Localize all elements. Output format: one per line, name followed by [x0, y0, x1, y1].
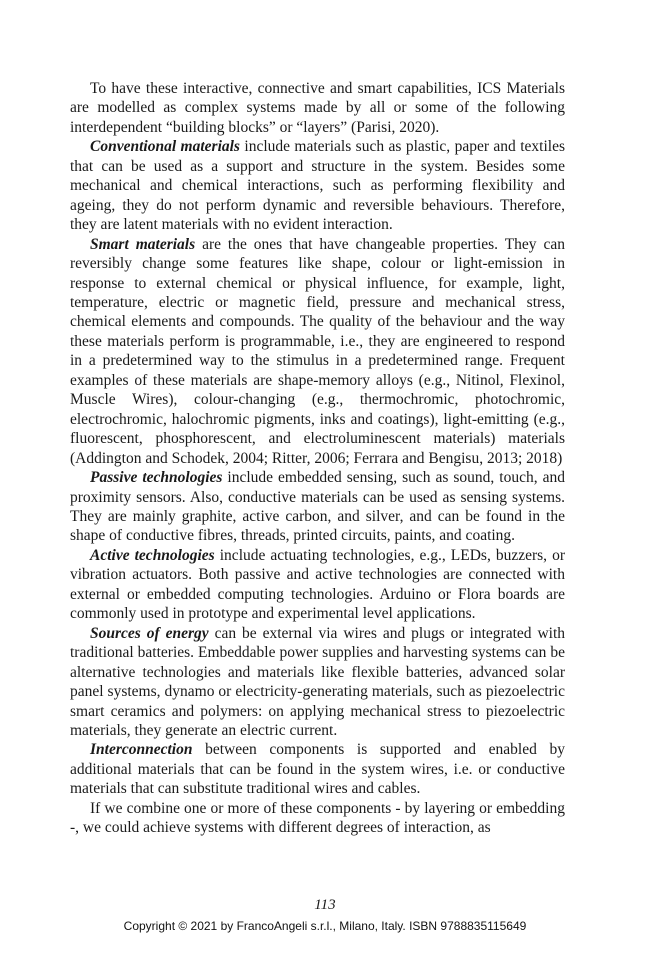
paragraph-text: include embedded sensing, such as sound, touch, and proximity sensors. Also, conductive materials can be used as sensing systems. They are mainly graphite, active carbon, and silver, and can be found in the shape of conductive fibres, threads, printed circuits, paints, and coating. — [70, 469, 565, 545]
paragraph-text: If we combine one or more of these components - by layering or embedding -, we could achieve systems with different degrees of interaction, as — [70, 799, 565, 837]
paragraph-term: Smart materials — [90, 235, 196, 253]
paragraph-text: To have these interactive, connective and smart capabilities, ICS Materials are modelled as complex systems made by all or some of the following interdependent “building blocks” or “layers” (Parisi, 2020). — [70, 80, 565, 136]
page-number: 113 — [314, 897, 336, 913]
sources-of-energy-paragraph — [70, 624, 565, 741]
intro-paragraph — [70, 79, 565, 137]
conventional-materials-paragraph — [70, 137, 565, 234]
paragraph-term: Active technologies — [90, 546, 215, 564]
copyright-notice: Copyright © 2021 by FrancoAngeli s.r.l., Milano, Italy. ISBN 9788835115649 — [123, 919, 527, 933]
paragraph-term: Passive technologies — [90, 469, 223, 487]
paragraph-text: between components is supported and enabled by additional materials that can be found in the system wires, i.e. or conductive materials that can substitute traditional wires and cables. — [70, 741, 565, 798]
interconnection-paragraph — [70, 740, 565, 798]
smart-materials-paragraph — [70, 235, 565, 468]
paragraph-text: include materials such as plastic, paper and textiles that can be used as a support and structure in the system. Besides some mechanical and chemical interactions, such as performing flexibility and ageing, they do not perform dynamic and reversible behaviours. Therefore, they are latent materials with no evident interaction. — [70, 138, 565, 234]
page-body — [70, 79, 565, 838]
paragraph-term: Interconnection — [90, 741, 193, 759]
paragraph-text: are the ones that have changeable properties. They can reversibly change some features like shape, colour or light-emission in response to external chemical or physical influence, for example, light, temperature, electric or magnetic field, pressure and mechanical stress, chemical elements and compounds. The quality of the behaviour and the way these materials perform is programmable, i.e., they are engineered to respond in a predetermined way to the stimulus in a predetermined range. Frequent examples of these materials are shape-memory alloys (e.g., Nitinol, Flexinol, Muscle Wires), colour-changing (e.g., thermochromic, photochromic, electrochromic, halochromic pigments, inks and coatings), light-emitting (e.g., fluorescent, phosphorescent, and electroluminescent materials) materials (Addington and Schodek, 2004; Ritter, 2006; Ferrara and Bengisu, 2013; 2018) — [70, 235, 565, 467]
paragraph-term: Conventional materials — [90, 138, 240, 156]
active-technologies-paragraph — [70, 546, 565, 624]
paragraph-term: Sources of energy — [90, 624, 209, 642]
paragraph-text: include actuating technologies, e.g., LEDs, buzzers, or vibration actuators. Both passive and active technologies are connected with external or embedded computing technologies. Arduino or Flora boards are commonly used in prototype and experimental level applications. — [70, 546, 566, 623]
paragraph-text: can be external via wires and plugs or integrated with traditional batteries. Embeddable power supplies and harvesting systems can be alternative technologies and materials like flexible batteries, advanced solar panel systems, dynamo or electricity-generating materials, such as piezoelectric smart ceramics and polymers: on applying mechanical stress to piezoelectric materials, they generate an electric current. — [70, 624, 565, 739]
closing-paragraph — [70, 799, 565, 838]
passive-technologies-paragraph — [70, 468, 565, 546]
